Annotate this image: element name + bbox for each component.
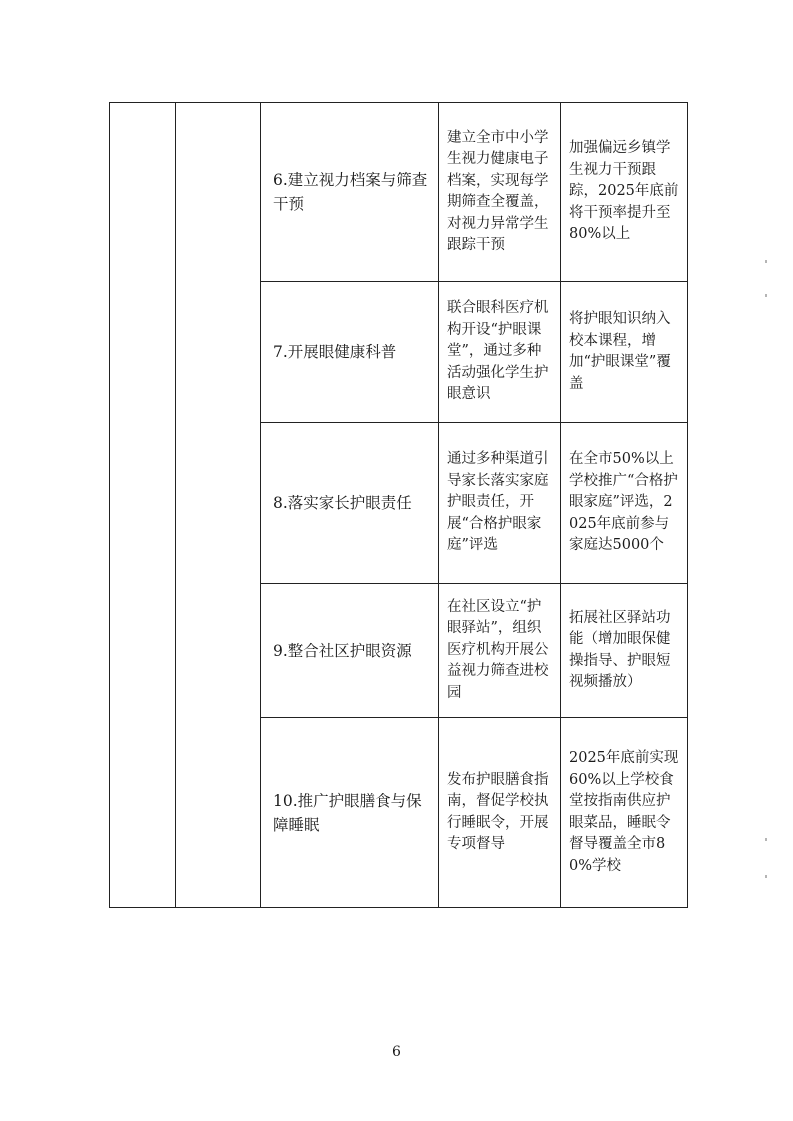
scan-mark xyxy=(765,294,767,297)
target-cell: 加强偏远乡镇学生视力干预跟踪，2025年底前将干预率提升至80%以上 xyxy=(561,103,688,282)
measure-cell: 建立全市中小学生视力健康电子档案，实现每学期筛查全覆盖，对视力异常学生跟踪干预 xyxy=(439,103,561,282)
item-cell: 8.落实家长护眼责任 xyxy=(261,423,439,584)
scan-mark xyxy=(765,838,767,841)
item-cell: 10.推广护眼膳食与保障睡眠 xyxy=(261,718,439,908)
item-cell: 9.整合社区护眼资源 xyxy=(261,584,439,718)
target-cell: 2025年底前实现60%以上学校食堂按指南供应护眼菜品，睡眠令督导覆盖全市80%学校 xyxy=(561,718,688,908)
measure-cell: 在社区设立“护眼驿站”，组织医疗机构开展公益视力筛查进校园 xyxy=(439,584,561,718)
measure-cell: 发布护眼膳食指南，督促学校执行睡眠令，开展专项督导 xyxy=(439,718,561,908)
page-number: 6 xyxy=(392,1044,401,1060)
table-row xyxy=(110,103,688,282)
measures-table xyxy=(109,102,688,908)
item-cell: 7.开展眼健康科普 xyxy=(261,282,439,423)
scan-mark xyxy=(765,875,767,878)
measure-cell: 联合眼科医疗机构开设“护眼课堂”，通过多种活动强化学生护眼意识 xyxy=(439,282,561,423)
measure-cell: 通过多种渠道引导家长落实家庭护眼责任，开展“合格护眼家庭”评选 xyxy=(439,423,561,584)
subcategory-cell xyxy=(176,103,261,908)
target-cell: 在全市50%以上学校推广“合格护眼家庭”评选，2025年底前参与家庭达5000个 xyxy=(561,423,688,584)
target-cell: 拓展社区驿站功能（增加眼保健操指导、护眼短视频播放） xyxy=(561,584,688,718)
target-cell: 将护眼知识纳入校本课程，增加“护眼课堂”覆盖 xyxy=(561,282,688,423)
scan-mark xyxy=(765,260,767,263)
category-cell xyxy=(110,103,176,908)
item-cell: 6.建立视力档案与筛查干预 xyxy=(261,103,439,282)
